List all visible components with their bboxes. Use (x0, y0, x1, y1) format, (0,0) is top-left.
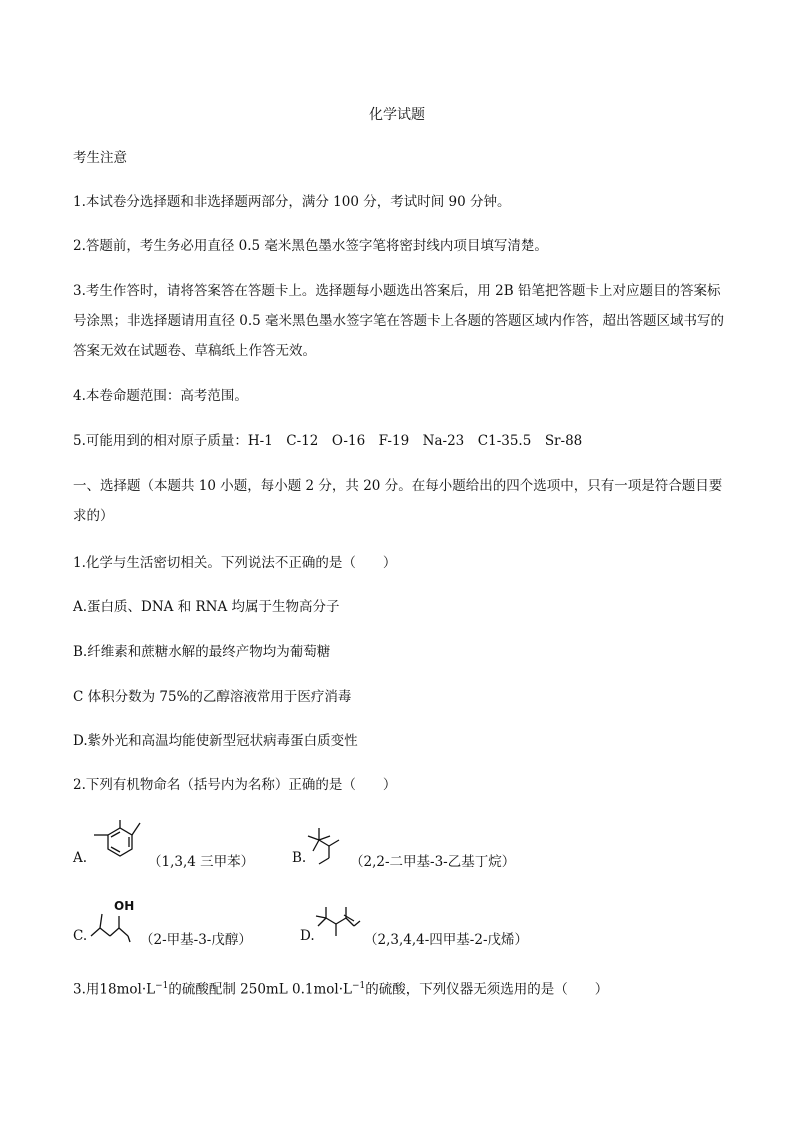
section-heading: 一、选择题（本题共 10 小题，每小题 2 分，共 20 分。在每小题给出的四个选项中，只有一项是符合题目要求的） (73, 478, 723, 524)
q3-stem (73, 976, 608, 1000)
notice-2: 2.答题前，考生务必用直径 0.5 毫米黑色墨水签字笔将密封线内项目填写清楚。 (73, 238, 548, 254)
q3-superscript-2: −1 (351, 981, 366, 991)
q2-option-b-letter: B. (292, 850, 307, 866)
trimethylbenzene-structure (88, 818, 148, 868)
q3-concentration-1: 18mol·L (99, 981, 156, 998)
q1-option-b: B.纤维素和蔗糖水解的最终产物均为葡萄糖 (73, 644, 331, 660)
notice-5: 5.可能用到的相对原子质量：H-1 C-12 O-16 F-19 Na-23 C1-35.5 Sr-88 (73, 433, 583, 449)
notice-1: 1.本试卷分选择题和非选择题两部分，满分 100 分，考试时间 90 分钟。 (73, 194, 511, 210)
q1-option-c: C 体积分数为 75%的乙醇溶液常用于医疗消毒 (73, 689, 352, 705)
tetramethylpentene-structure (314, 904, 364, 944)
q2-option-a-letter: A. (73, 850, 88, 866)
q2-option-d-name: （2,3,4,4-四甲基-2-戊烯） (364, 932, 529, 948)
q3-superscript-1: −1 (155, 981, 169, 991)
q1-option-a: A.蛋白质、DNA 和 RNA 均属于生物高分子 (73, 599, 340, 615)
notice-heading: 考生注意 (73, 150, 127, 166)
dimethyl-ethylbutane-structure (305, 824, 353, 868)
q3-part-2: 的硫酸配制 250mL 0.1mol·L (168, 981, 352, 998)
notice-4: 4.本卷命题范围：高考范围。 (73, 388, 248, 404)
q2-option-c-letter: C. (73, 928, 88, 944)
q1-stem: 1.化学与生活密切相关。下列说法不正确的是（ ） (73, 555, 397, 571)
methylpentanol-structure (88, 910, 138, 944)
page-title: 化学试题 (369, 107, 425, 123)
q1-option-d: D.紫外光和高温均能使新型冠状病毒蛋白质变性 (73, 733, 358, 749)
q3-part-1: 3.用 (73, 981, 100, 998)
hydroxyl-label: OH (114, 899, 135, 913)
q2-option-b-name: （2,2-二甲基-3-乙基丁烷） (350, 854, 516, 870)
q2-stem: 2.下列有机物命名（括号内为名称）正确的是（ ） (73, 777, 397, 793)
q3-part-3: 的硫酸，下列仪器无须选用的是（ ） (365, 981, 609, 998)
q2-option-c-name: （2-甲基-3-戊醇） (140, 932, 252, 948)
q2-option-a-name: （1,3,4 三甲苯） (148, 854, 255, 870)
notice-3: 3.考生作答时，请将答案答在答题卡上。选择题每小题选出答案后，用 2B 铅笔把答题卡上对应题目的答案标号涂黑；非选择题请用直径 0.5 毫米黑色墨水签字笔在答题卡上各题的答题区域内作答，超出答题区域书写的答案无效在试题卷、草稿纸上作答无效。 (73, 283, 725, 359)
q2-option-d-letter: D. (300, 928, 315, 944)
